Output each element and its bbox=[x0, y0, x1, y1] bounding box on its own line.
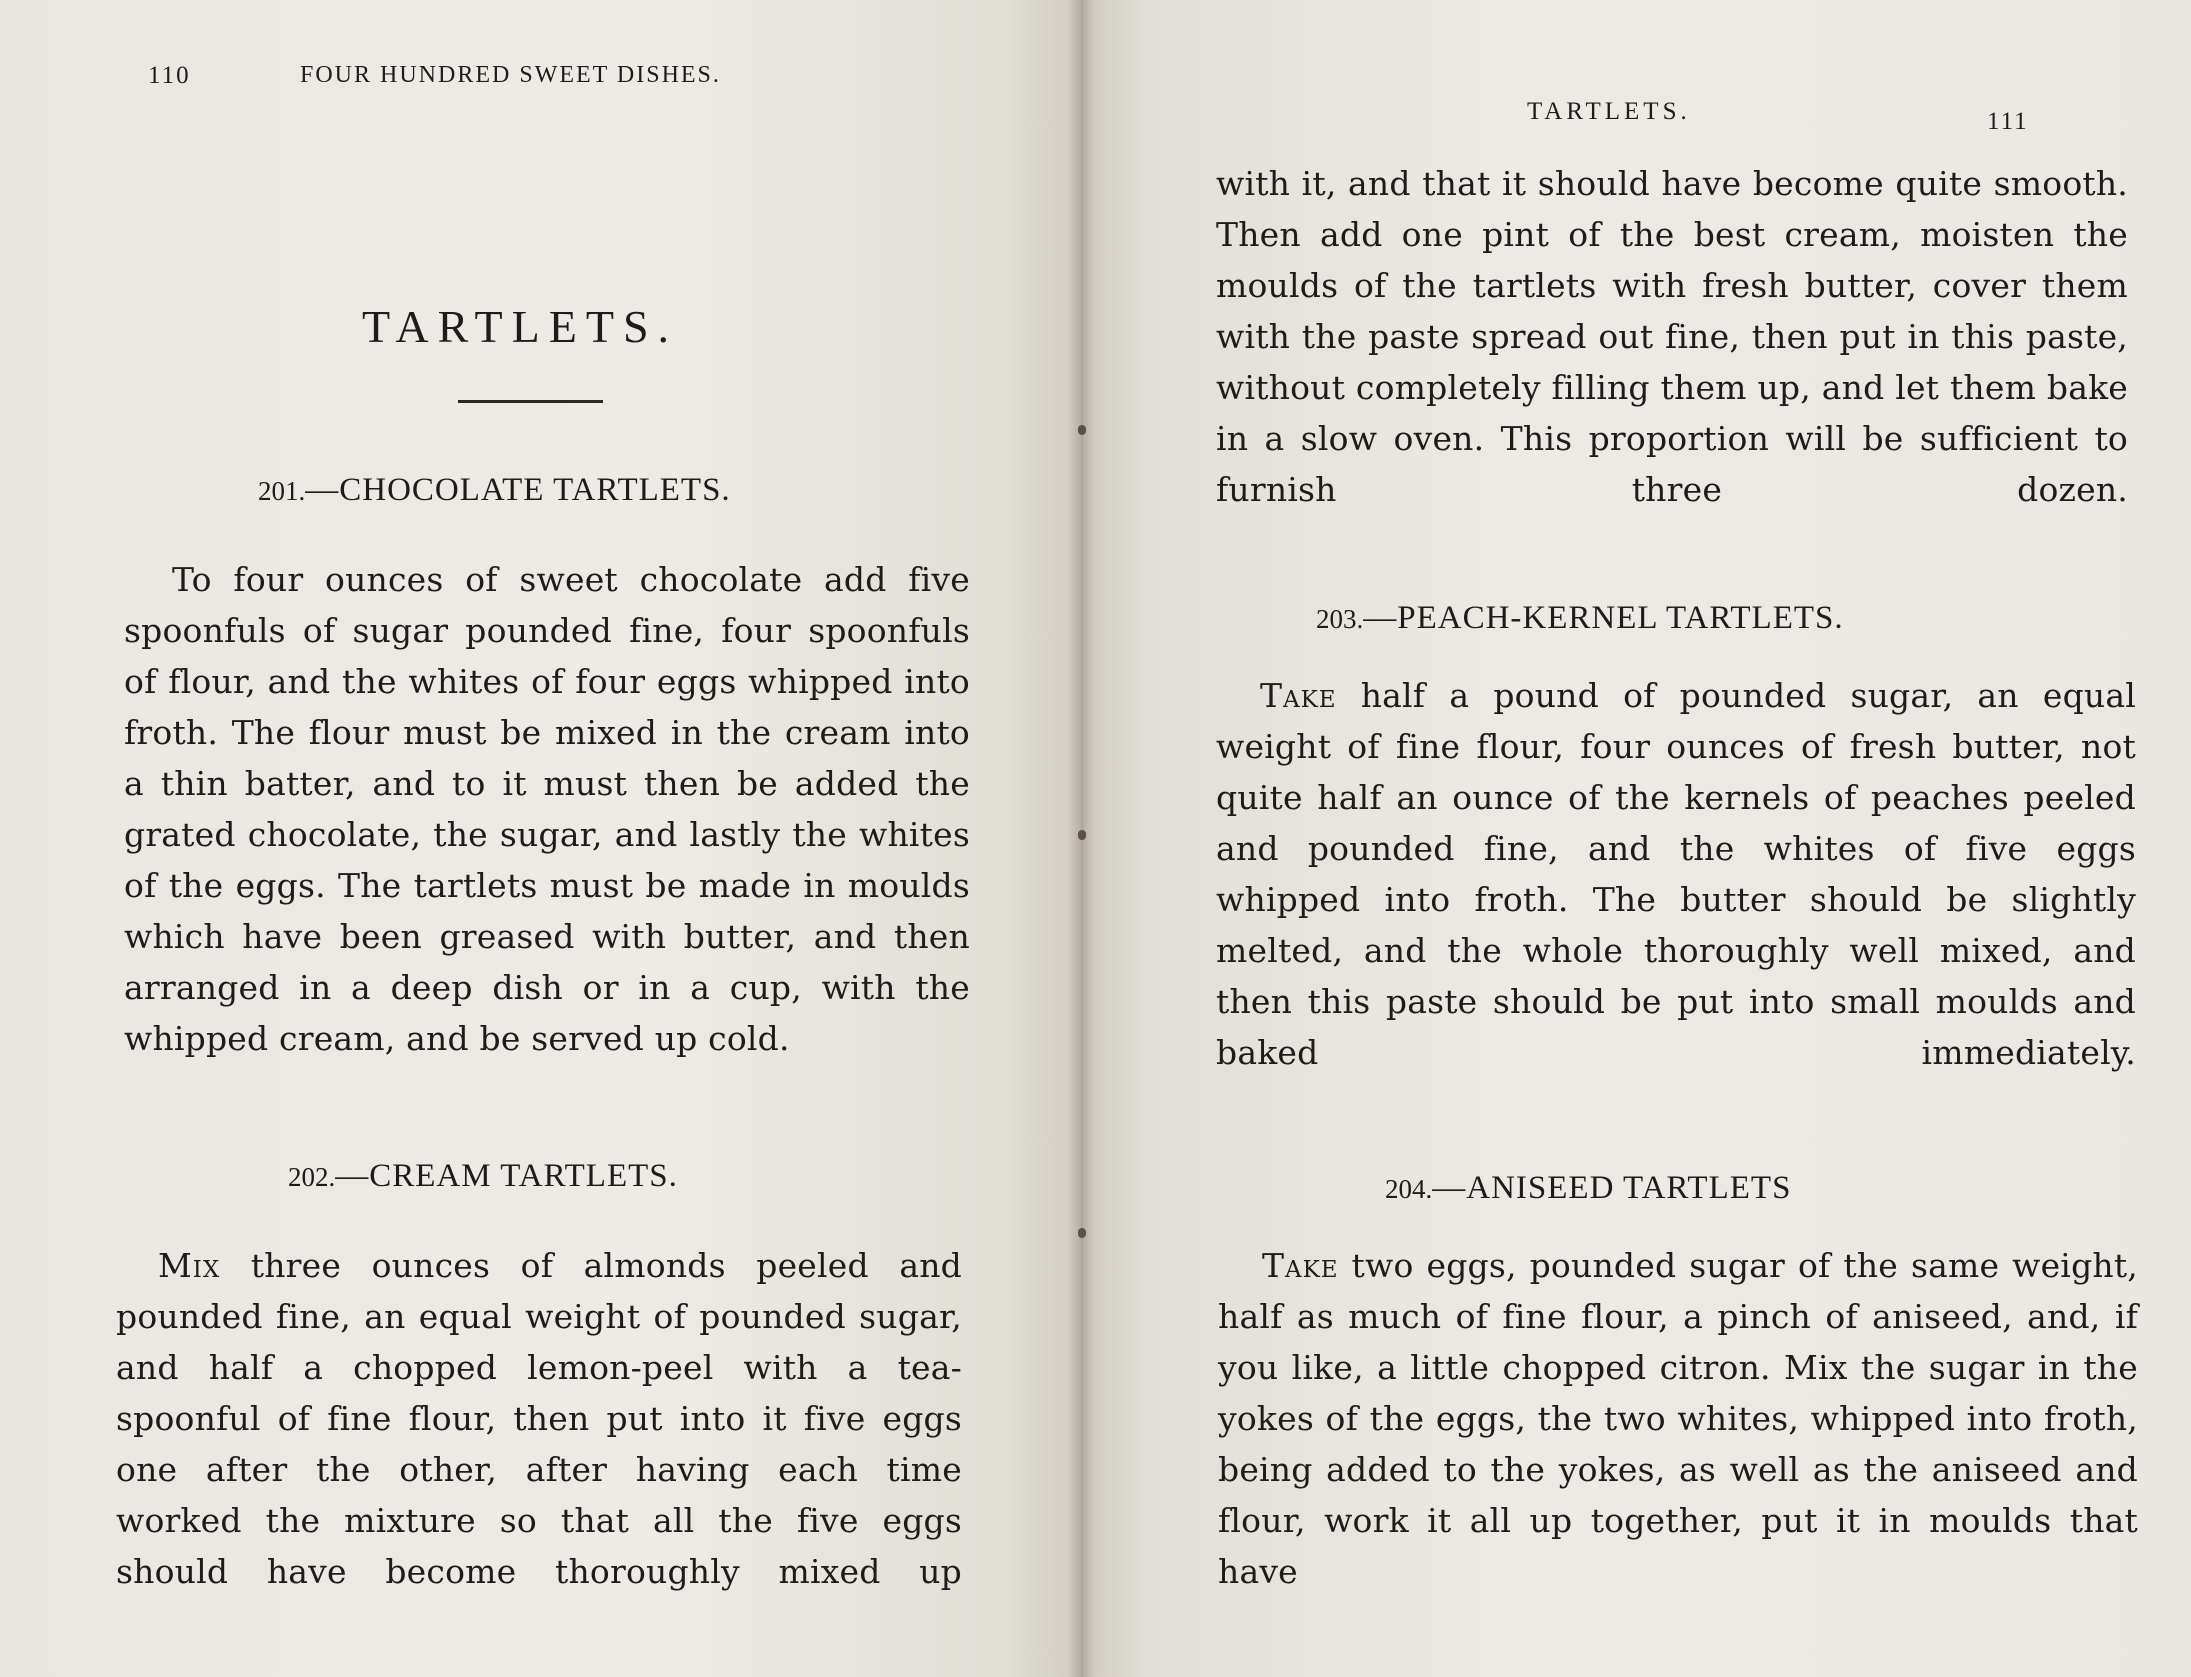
title-rule bbox=[458, 400, 603, 403]
recipe-body: To four ounces of sweet chocolate add five spoonfuls of sugar pounded fine, four spoonfuls of flour, and the whites of four eggs whipped into froth. The flour must be mixed in the cream into a thin batter, and to it must then be added the grated chocolate, the sugar, and lastly the whites of the eggs. The tartlets must be made in moulds which have been greased with butter, and then arranged in a deep dish or in a cup, with the whipped cream, and be served up cold. bbox=[124, 560, 970, 1058]
recipe-body: half a pound of pounded sugar, an equal weight of fine flour, four ounces of fresh butter, not quite half an ounce of the kernels of peaches peeled and pounded fine, and the whites of five eggs whipped into froth. The butter should be slightly melted, and the whole thoroughly well mixed, and then this paste should be put into small moulds and baked immediately. bbox=[1216, 676, 2136, 1072]
recipe-201-heading bbox=[258, 472, 731, 509]
running-head: TARTLETS. bbox=[1527, 98, 1691, 125]
left-page bbox=[0, 0, 1082, 1677]
recipe-201-body bbox=[124, 554, 970, 1064]
recipe-lead-word: Take bbox=[1262, 1246, 1339, 1285]
page-number: 111 bbox=[1987, 108, 2029, 135]
recipe-body: two eggs, pounded sugar of the same weight, half as much of fine flour, a pinch of aniseed, and, if you like, a little chopped citron. Mix the sugar in the yokes of the eggs, the two whites, whipped into froth, being added to the yokes, as well as the aniseed and flour, work it all up together, put it in moulds that have bbox=[1218, 1246, 2138, 1591]
recipe-title: —CREAM TARTLETS. bbox=[335, 1158, 678, 1194]
binding-stitch bbox=[1078, 1228, 1086, 1238]
recipe-203-body bbox=[1216, 670, 2136, 1078]
recipe-number: 204. bbox=[1385, 1174, 1433, 1204]
page-number: 110 bbox=[148, 62, 191, 89]
recipe-number: 201. bbox=[258, 476, 306, 506]
recipe-body: three ounces of almonds peeled and pounded fine, an equal weight of pounded sugar, and half a chopped lemon-peel with a tea-spoonful of fine flour, then put into it five eggs one after the other, after having each time worked the mixture so that all the five eggs should have become thoroughly mixed up bbox=[116, 1246, 962, 1591]
running-head: FOUR HUNDRED SWEET DISHES. bbox=[300, 62, 721, 88]
recipe-number: 203. bbox=[1316, 604, 1364, 634]
binding-stitch bbox=[1078, 425, 1086, 435]
recipe-title: —ANISEED TARTLETS bbox=[1432, 1170, 1792, 1206]
recipe-title: —CHOCOLATE TARTLETS. bbox=[305, 472, 731, 508]
recipe-number: 202. bbox=[288, 1162, 336, 1192]
recipe-204-body bbox=[1218, 1240, 2138, 1597]
recipe-204-heading bbox=[1385, 1170, 1791, 1207]
recipe-lead-word: Mix bbox=[158, 1246, 221, 1285]
section-title: TARTLETS. bbox=[362, 301, 679, 352]
recipe-202-continuation bbox=[1216, 158, 2128, 515]
recipe-203-heading bbox=[1316, 600, 1844, 637]
binding-stitch bbox=[1078, 830, 1086, 840]
recipe-202-body bbox=[116, 1240, 962, 1597]
right-page bbox=[1082, 0, 2191, 1677]
recipe-202-heading bbox=[288, 1158, 678, 1195]
recipe-title: —PEACH-KERNEL TARTLETS. bbox=[1363, 600, 1844, 636]
continuation-body: with it, and that it should have become quite smooth. Then add one pint of the best cream, moisten the moulds of the tartlets with fresh butter, cover them with the paste spread out fine, then put in this paste, without completely filling them up, and let them bake in a slow oven. This proportion will be sufficient to furnish three dozen. bbox=[1216, 164, 2128, 509]
recipe-lead-word: Take bbox=[1260, 676, 1337, 715]
